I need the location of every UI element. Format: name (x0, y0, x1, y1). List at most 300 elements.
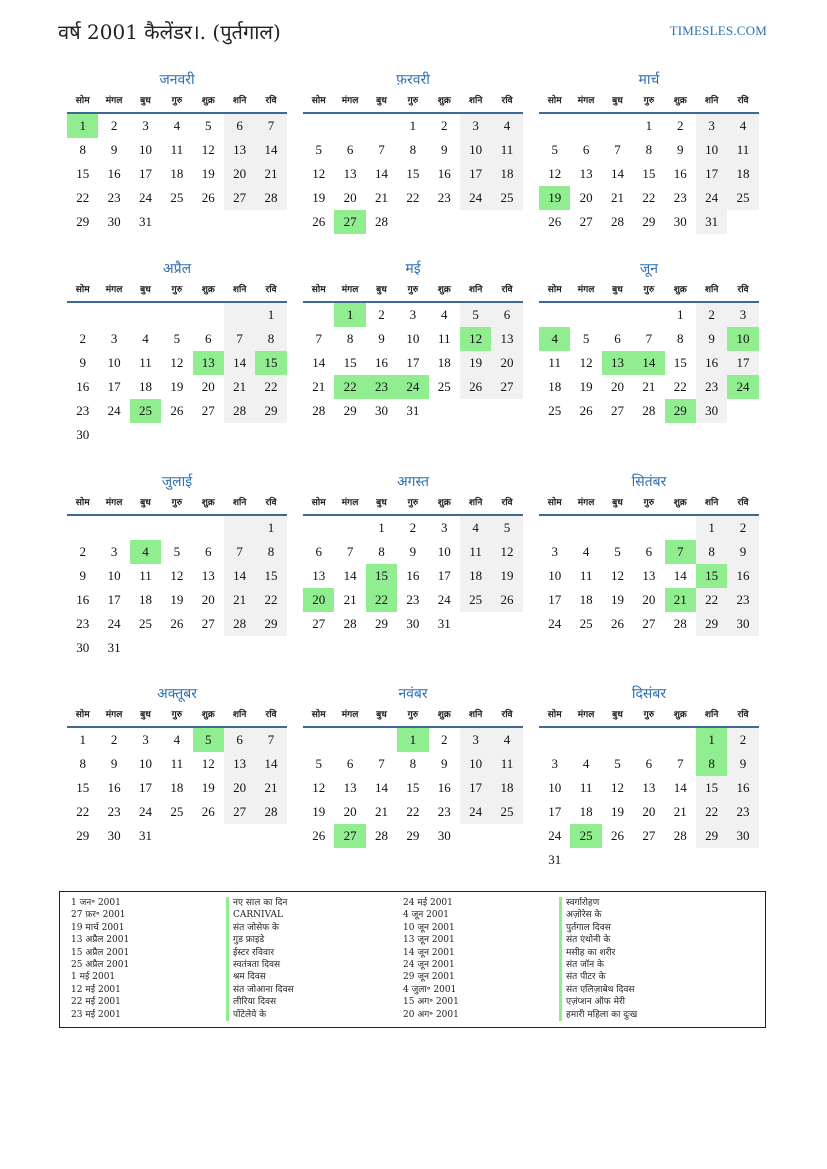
day-cell[interactable]: 25 (579, 616, 593, 631)
day-cell[interactable]: 16 (727, 564, 758, 588)
day-cell[interactable]: 30 (696, 399, 727, 423)
day-cell[interactable]: 12 (610, 568, 624, 583)
day-cell[interactable]: 18 (138, 592, 152, 607)
day-cell[interactable]: 23 (406, 592, 420, 607)
day-cell[interactable]: 24 (548, 828, 562, 843)
day-cell[interactable]: 28 (610, 214, 624, 229)
day-cell[interactable]: 9 (677, 142, 684, 157)
day-cell[interactable]: 6 (315, 544, 322, 559)
day-cell[interactable]: 15 (673, 355, 687, 370)
day-cell[interactable]: 20 (201, 379, 215, 394)
day-cell[interactable]: 23 (673, 190, 687, 205)
day-cell[interactable]: 2 (441, 732, 448, 747)
day-cell[interactable]: 13 (343, 166, 357, 181)
day-cell[interactable]: 23 (437, 804, 451, 819)
day-cell[interactable]: 6 (614, 331, 621, 346)
day-cell[interactable]: 7 (255, 728, 286, 752)
day-cell[interactable]: 22 (334, 375, 365, 399)
day-cell[interactable]: 31 (406, 403, 420, 418)
day-cell[interactable]: 17 (548, 592, 562, 607)
day-cell[interactable]: 17 (460, 162, 491, 186)
day-cell[interactable]: 20 (201, 592, 215, 607)
day-cell[interactable]: 11 (491, 752, 522, 776)
day-cell[interactable]: 13 (193, 351, 224, 375)
day-cell[interactable]: 14 (255, 752, 286, 776)
day-cell[interactable]: 15 (343, 355, 357, 370)
day-cell[interactable]: 12 (312, 780, 326, 795)
day-cell[interactable]: 4 (441, 307, 448, 322)
day-cell[interactable]: 23 (437, 190, 451, 205)
day-cell[interactable]: 28 (255, 800, 286, 824)
day-cell[interactable]: 31 (548, 852, 562, 867)
day-cell[interactable]: 10 (138, 756, 152, 771)
day-cell[interactable]: 3 (409, 307, 417, 322)
day-cell[interactable]: 29 (642, 214, 656, 229)
day-cell[interactable]: 13 (201, 568, 215, 583)
day-cell[interactable]: 28 (642, 403, 656, 418)
day-cell[interactable]: 30 (727, 612, 758, 636)
day-cell[interactable]: 8 (378, 544, 385, 559)
day-cell[interactable]: 18 (491, 162, 522, 186)
day-cell[interactable]: 23 (76, 403, 90, 418)
day-cell[interactable]: 20 (343, 804, 357, 819)
day-cell[interactable]: 18 (548, 379, 562, 394)
day-cell[interactable]: 20 (642, 804, 656, 819)
day-cell[interactable]: 27 (642, 616, 656, 631)
day-cell[interactable]: 15 (642, 166, 656, 181)
day-cell[interactable]: 26 (201, 804, 215, 819)
day-cell[interactable]: 14 (343, 568, 357, 583)
day-cell[interactable]: 11 (139, 568, 152, 583)
day-cell[interactable]: 16 (76, 592, 90, 607)
day-cell[interactable]: 13 (312, 568, 326, 583)
day-cell[interactable]: 21 (343, 592, 357, 607)
day-cell[interactable]: 9 (727, 752, 758, 776)
day-cell[interactable]: 29 (255, 399, 286, 423)
day-cell[interactable]: 8 (255, 327, 286, 351)
day-cell[interactable]: 1 (696, 516, 727, 540)
day-cell[interactable]: 5 (205, 118, 212, 133)
day-cell[interactable]: 14 (610, 166, 624, 181)
day-cell[interactable]: 4 (173, 118, 181, 133)
day-cell[interactable]: 23 (107, 190, 121, 205)
day-cell[interactable]: 26 (170, 616, 184, 631)
day-cell[interactable]: 24 (138, 190, 152, 205)
day-cell[interactable]: 16 (696, 351, 727, 375)
day-cell[interactable]: 30 (673, 214, 687, 229)
day-cell[interactable]: 16 (76, 379, 90, 394)
day-cell[interactable]: 11 (437, 331, 451, 346)
day-cell[interactable]: 7 (346, 544, 354, 559)
day-cell[interactable]: 2 (441, 118, 448, 133)
day-cell[interactable]: 1 (409, 118, 417, 133)
day-cell[interactable]: 20 (579, 190, 593, 205)
day-cell[interactable]: 26 (312, 828, 326, 843)
day-cell[interactable]: 22 (76, 190, 90, 205)
day-cell[interactable]: 10 (696, 138, 727, 162)
day-cell[interactable]: 4 (130, 540, 161, 564)
day-cell[interactable]: 31 (138, 214, 152, 229)
day-cell[interactable]: 28 (374, 828, 388, 843)
day-cell[interactable]: 9 (727, 540, 758, 564)
day-cell[interactable]: 24 (548, 616, 562, 631)
day-cell[interactable]: 10 (460, 138, 491, 162)
day-cell[interactable]: 9 (79, 568, 86, 583)
day-cell[interactable]: 4 (582, 756, 590, 771)
day-cell[interactable]: 4 (491, 728, 522, 752)
day-cell[interactable]: 12 (201, 142, 215, 157)
day-cell[interactable]: 28 (343, 616, 357, 631)
day-cell[interactable]: 2 (378, 307, 385, 322)
day-cell[interactable]: 26 (170, 403, 184, 418)
day-cell[interactable]: 17 (138, 780, 152, 795)
day-cell[interactable]: 6 (645, 544, 653, 559)
day-cell[interactable]: 5 (315, 756, 322, 771)
day-cell[interactable]: 16 (107, 780, 121, 795)
day-cell[interactable]: 27 (312, 616, 326, 631)
day-cell[interactable]: 13 (491, 327, 522, 351)
day-cell[interactable]: 9 (696, 327, 727, 351)
day-cell[interactable]: 29 (343, 403, 357, 418)
day-cell[interactable]: 12 (548, 166, 562, 181)
day-cell[interactable]: 3 (696, 114, 727, 138)
day-cell[interactable]: 30 (374, 403, 388, 418)
day-cell[interactable]: 26 (491, 588, 522, 612)
day-cell[interactable]: 30 (76, 427, 90, 442)
day-cell[interactable]: 25 (130, 399, 161, 423)
day-cell[interactable]: 31 (696, 210, 727, 234)
day-cell[interactable]: 18 (437, 355, 451, 370)
day-cell[interactable]: 12 (170, 568, 184, 583)
day-cell[interactable]: 29 (406, 828, 420, 843)
day-cell[interactable]: 24 (727, 375, 758, 399)
day-cell[interactable]: 9 (409, 544, 417, 559)
day-cell[interactable]: 9 (79, 355, 86, 370)
day-cell[interactable]: 2 (79, 544, 86, 559)
day-cell[interactable]: 5 (315, 142, 322, 157)
day-cell[interactable]: 24 (138, 804, 152, 819)
day-cell[interactable]: 21 (642, 379, 656, 394)
day-cell[interactable]: 25 (548, 403, 562, 418)
day-cell[interactable]: 6 (224, 114, 255, 138)
day-cell[interactable]: 26 (579, 403, 593, 418)
day-cell[interactable]: 14 (312, 355, 326, 370)
day-cell[interactable]: 8 (79, 756, 86, 771)
day-cell[interactable]: 30 (406, 616, 420, 631)
day-cell[interactable]: 3 (727, 303, 758, 327)
day-cell[interactable]: 17 (107, 379, 121, 394)
day-cell[interactable]: 25 (491, 186, 522, 210)
day-cell[interactable]: 9 (110, 142, 118, 157)
day-cell[interactable]: 14 (374, 780, 388, 795)
day-cell[interactable]: 6 (205, 544, 212, 559)
day-cell[interactable]: 10 (437, 544, 451, 559)
day-cell[interactable]: 7 (315, 331, 322, 346)
day-cell[interactable]: 18 (138, 379, 152, 394)
day-cell[interactable]: 20 (491, 351, 522, 375)
day-cell[interactable]: 17 (406, 355, 420, 370)
day-cell[interactable]: 28 (224, 399, 255, 423)
day-cell[interactable]: 27 (491, 375, 522, 399)
day-cell[interactable]: 3 (441, 520, 448, 535)
day-cell[interactable]: 22 (696, 588, 727, 612)
day-cell[interactable]: 23 (76, 616, 90, 631)
day-cell[interactable]: 13 (602, 351, 633, 375)
day-cell[interactable]: 8 (409, 142, 417, 157)
day-cell[interactable]: 11 (170, 142, 184, 157)
day-cell[interactable]: 28 (673, 828, 687, 843)
day-cell[interactable]: 25 (570, 824, 601, 848)
day-cell[interactable]: 22 (696, 800, 727, 824)
day-cell[interactable]: 28 (673, 616, 687, 631)
day-cell[interactable]: 21 (610, 190, 624, 205)
day-cell[interactable]: 12 (170, 355, 184, 370)
day-cell[interactable]: 14 (673, 568, 687, 583)
day-cell[interactable]: 24 (437, 592, 451, 607)
day-cell[interactable]: 8 (409, 756, 417, 771)
day-cell[interactable]: 21 (224, 375, 255, 399)
day-cell[interactable]: 7 (665, 540, 696, 564)
day-cell[interactable]: 29 (696, 612, 727, 636)
day-cell[interactable]: 7 (645, 331, 653, 346)
day-cell[interactable]: 11 (170, 756, 184, 771)
day-cell[interactable]: 12 (201, 756, 215, 771)
day-cell[interactable]: 8 (255, 540, 286, 564)
day-cell[interactable]: 24 (460, 800, 491, 824)
day-cell[interactable]: 1 (67, 114, 98, 138)
day-cell[interactable]: 30 (437, 828, 451, 843)
day-cell[interactable]: 12 (579, 355, 593, 370)
day-cell[interactable]: 16 (107, 166, 121, 181)
day-cell[interactable]: 6 (346, 142, 354, 157)
day-cell[interactable]: 26 (548, 214, 562, 229)
day-cell[interactable]: 8 (696, 752, 727, 776)
day-cell[interactable]: 16 (727, 776, 758, 800)
day-cell[interactable]: 3 (110, 544, 118, 559)
day-cell[interactable]: 2 (727, 728, 758, 752)
day-cell[interactable]: 5 (173, 331, 181, 346)
day-cell[interactable]: 5 (491, 516, 522, 540)
day-cell[interactable]: 4 (582, 544, 590, 559)
day-cell[interactable]: 15 (76, 166, 90, 181)
day-cell[interactable]: 17 (727, 351, 758, 375)
day-cell[interactable]: 18 (727, 162, 758, 186)
day-cell[interactable]: 29 (696, 824, 727, 848)
day-cell[interactable]: 12 (312, 166, 326, 181)
day-cell[interactable]: 1 (696, 728, 727, 752)
day-cell[interactable]: 13 (343, 780, 357, 795)
day-cell[interactable]: 28 (224, 612, 255, 636)
day-cell[interactable]: 27 (334, 210, 365, 234)
day-cell[interactable]: 11 (460, 540, 491, 564)
day-cell[interactable]: 11 (548, 355, 561, 370)
day-cell[interactable]: 16 (437, 780, 451, 795)
day-cell[interactable]: 23 (107, 804, 121, 819)
day-cell[interactable]: 16 (437, 166, 451, 181)
day-cell[interactable]: 7 (378, 756, 385, 771)
day-cell[interactable]: 8 (79, 142, 86, 157)
day-cell[interactable]: 24 (397, 375, 428, 399)
day-cell[interactable]: 7 (378, 142, 385, 157)
day-cell[interactable]: 19 (170, 592, 184, 607)
day-cell[interactable]: 14 (224, 564, 255, 588)
day-cell[interactable]: 7 (677, 756, 684, 771)
day-cell[interactable]: 11 (727, 138, 758, 162)
day-cell[interactable]: 1 (79, 732, 86, 747)
day-cell[interactable]: 19 (491, 564, 522, 588)
day-cell[interactable]: 14 (224, 351, 255, 375)
day-cell[interactable]: 21 (312, 379, 326, 394)
day-cell[interactable]: 19 (312, 190, 326, 205)
day-cell[interactable]: 9 (441, 756, 448, 771)
day-cell[interactable]: 13 (579, 166, 593, 181)
day-cell[interactable]: 22 (366, 588, 397, 612)
day-cell[interactable]: 18 (579, 592, 593, 607)
day-cell[interactable]: 16 (374, 355, 388, 370)
day-cell[interactable]: 18 (491, 776, 522, 800)
day-cell[interactable]: 22 (406, 190, 420, 205)
day-cell[interactable]: 2 (110, 118, 118, 133)
day-cell[interactable]: 3 (142, 732, 149, 747)
day-cell[interactable]: 20 (303, 588, 334, 612)
day-cell[interactable]: 24 (696, 186, 727, 210)
day-cell[interactable]: 6 (205, 331, 212, 346)
day-cell[interactable]: 26 (610, 616, 624, 631)
day-cell[interactable]: 19 (201, 780, 215, 795)
day-cell[interactable]: 30 (727, 824, 758, 848)
day-cell[interactable]: 15 (406, 780, 420, 795)
day-cell[interactable]: 22 (76, 804, 90, 819)
day-cell[interactable]: 4 (173, 732, 181, 747)
day-cell[interactable]: 25 (727, 186, 758, 210)
day-cell[interactable]: 3 (460, 114, 491, 138)
day-cell[interactable]: 13 (224, 138, 255, 162)
day-cell[interactable]: 5 (551, 142, 558, 157)
day-cell[interactable]: 14 (673, 780, 687, 795)
day-cell[interactable]: 10 (138, 142, 152, 157)
day-cell[interactable]: 22 (255, 588, 286, 612)
day-cell[interactable]: 9 (441, 142, 448, 157)
day-cell[interactable]: 19 (460, 351, 491, 375)
day-cell[interactable]: 17 (437, 568, 451, 583)
day-cell[interactable]: 5 (614, 756, 621, 771)
day-cell[interactable]: 25 (460, 588, 491, 612)
day-cell[interactable]: 6 (645, 756, 653, 771)
day-cell[interactable]: 13 (642, 780, 656, 795)
day-cell[interactable]: 29 (374, 616, 388, 631)
day-cell[interactable]: 15 (366, 564, 397, 588)
day-cell[interactable]: 27 (201, 403, 215, 418)
day-cell[interactable]: 16 (406, 568, 420, 583)
day-cell[interactable]: 20 (610, 379, 624, 394)
day-cell[interactable]: 26 (312, 214, 326, 229)
day-cell[interactable]: 14 (633, 351, 664, 375)
day-cell[interactable]: 19 (201, 166, 215, 181)
day-cell[interactable]: 1 (334, 303, 365, 327)
day-cell[interactable]: 3 (551, 544, 558, 559)
day-cell[interactable]: 25 (437, 379, 451, 394)
day-cell[interactable]: 13 (224, 752, 255, 776)
day-cell[interactable]: 12 (460, 327, 491, 351)
day-cell[interactable]: 17 (696, 162, 727, 186)
day-cell[interactable]: 25 (491, 800, 522, 824)
day-cell[interactable]: 23 (727, 588, 758, 612)
day-cell[interactable]: 27 (642, 828, 656, 843)
day-cell[interactable]: 4 (491, 114, 522, 138)
day-cell[interactable]: 15 (255, 351, 286, 375)
day-cell[interactable]: 25 (138, 616, 152, 631)
day-cell[interactable]: 30 (76, 640, 90, 655)
day-cell[interactable]: 7 (255, 114, 286, 138)
day-cell[interactable]: 18 (460, 564, 491, 588)
day-cell[interactable]: 23 (727, 800, 758, 824)
day-cell[interactable]: 24 (460, 186, 491, 210)
day-cell[interactable]: 19 (539, 186, 570, 210)
day-cell[interactable]: 30 (107, 828, 121, 843)
day-cell[interactable]: 8 (696, 540, 727, 564)
day-cell[interactable]: 25 (170, 804, 184, 819)
day-cell[interactable]: 10 (107, 355, 121, 370)
day-cell[interactable]: 4 (460, 516, 491, 540)
day-cell[interactable]: 27 (224, 186, 255, 210)
day-cell[interactable]: 20 (642, 592, 656, 607)
day-cell[interactable]: 25 (170, 190, 184, 205)
day-cell[interactable]: 29 (665, 399, 696, 423)
day-cell[interactable]: 6 (491, 303, 522, 327)
day-cell[interactable]: 23 (696, 375, 727, 399)
day-cell[interactable]: 6 (582, 142, 590, 157)
day-cell[interactable]: 27 (579, 214, 593, 229)
day-cell[interactable]: 31 (138, 828, 152, 843)
day-cell[interactable]: 5 (173, 544, 181, 559)
day-cell[interactable]: 15 (696, 776, 727, 800)
day-cell[interactable]: 16 (673, 166, 687, 181)
day-cell[interactable]: 20 (343, 190, 357, 205)
day-cell[interactable]: 20 (224, 162, 255, 186)
day-cell[interactable]: 3 (142, 118, 149, 133)
day-cell[interactable]: 18 (170, 780, 184, 795)
day-cell[interactable]: 26 (610, 828, 624, 843)
day-cell[interactable]: 1 (397, 728, 428, 752)
day-cell[interactable]: 27 (610, 403, 624, 418)
day-cell[interactable]: 2 (696, 303, 727, 327)
day-cell[interactable]: 12 (491, 540, 522, 564)
day-cell[interactable]: 17 (138, 166, 152, 181)
day-cell[interactable]: 21 (255, 162, 286, 186)
day-cell[interactable]: 2 (79, 331, 86, 346)
day-cell[interactable]: 8 (677, 331, 684, 346)
day-cell[interactable]: 11 (139, 355, 152, 370)
day-cell[interactable]: 8 (645, 142, 653, 157)
day-cell[interactable]: 19 (610, 804, 624, 819)
day-cell[interactable]: 5 (460, 303, 491, 327)
day-cell[interactable]: 29 (255, 612, 286, 636)
day-cell[interactable]: 2 (727, 516, 758, 540)
day-cell[interactable]: 18 (579, 804, 593, 819)
day-cell[interactable]: 22 (642, 190, 656, 205)
day-cell[interactable]: 24 (107, 403, 121, 418)
day-cell[interactable]: 2 (409, 520, 417, 535)
day-cell[interactable]: 17 (107, 592, 121, 607)
day-cell[interactable]: 5 (582, 331, 590, 346)
day-cell[interactable]: 22 (406, 804, 420, 819)
day-cell[interactable]: 12 (610, 780, 624, 795)
day-cell[interactable]: 13 (642, 568, 656, 583)
day-cell[interactable]: 10 (406, 331, 420, 346)
day-cell[interactable]: 17 (548, 804, 562, 819)
day-cell[interactable]: 2 (677, 118, 684, 133)
day-cell[interactable]: 10 (548, 568, 562, 583)
